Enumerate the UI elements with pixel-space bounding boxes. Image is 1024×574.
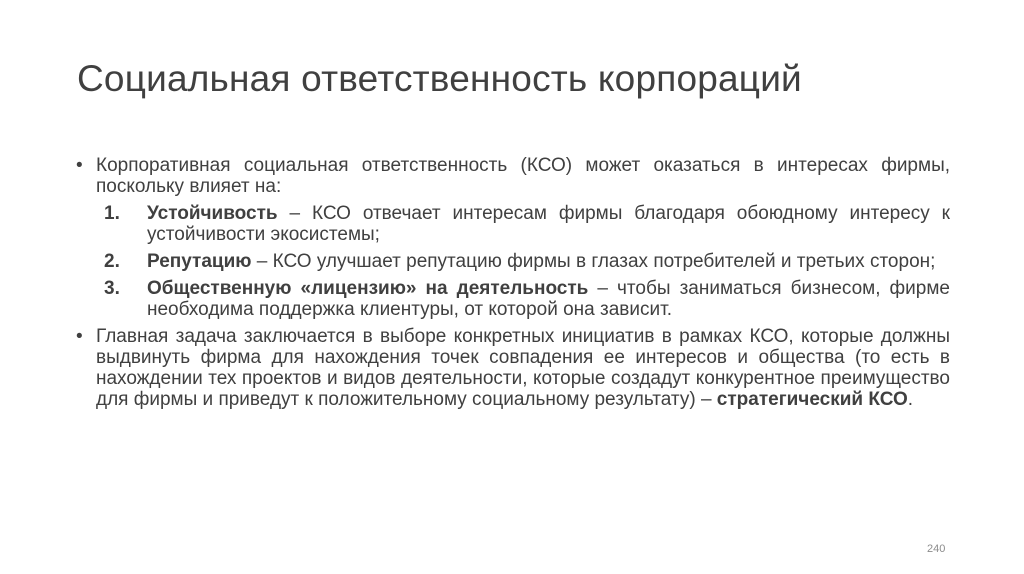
intro-text: Корпоративная социальная ответственность (КСО) может оказаться в интересах фирмы, поскольку влияет на:	[96, 155, 950, 197]
list-item-3	[72, 278, 950, 320]
main-task-bold: стратегический КСО	[716, 389, 908, 410]
slide-content	[72, 155, 950, 416]
list-item-1	[72, 203, 950, 245]
list-term: Устойчивость	[147, 203, 278, 224]
main-task-text: Главная задача заключается в выборе конкретных инициатив в рамках КСО, которые должны выдвинуть фирма для нахождения точек совпадения ее интересов и общества (то есть в нахождении тех проектов и видов деятельности, которые создадут конкурентное преимущество для фирмы и приведут к положительному социальному результату) –	[96, 326, 950, 410]
main-task-end: .	[907, 389, 914, 410]
list-item-2	[72, 251, 950, 272]
bullet-marker: •	[76, 155, 83, 176]
bullet-marker: •	[76, 326, 83, 347]
list-term: Репутацию	[147, 251, 252, 272]
list-text: – КСО отвечает интересам фирмы благодаря обоюдному интересу к устойчивости экосистемы;	[147, 203, 950, 245]
list-number: 1.	[104, 203, 120, 224]
list-text: – чтобы заниматься бизнесом, фирме необходима поддержка клиентуры, от которой она зависит.	[147, 278, 950, 320]
list-number: 3.	[104, 278, 120, 299]
bullet-main-task	[72, 326, 950, 410]
slide-title: Социальная ответственность корпораций	[77, 58, 802, 99]
list-term: Общественную «лицензию» на деятельность	[147, 278, 589, 299]
list-text: – КСО улучшает репутацию фирмы в глазах потребителей и третьих сторон;	[251, 251, 936, 272]
page-number: 240	[927, 543, 946, 555]
bullet-intro	[72, 155, 950, 197]
list-number: 2.	[104, 251, 120, 272]
